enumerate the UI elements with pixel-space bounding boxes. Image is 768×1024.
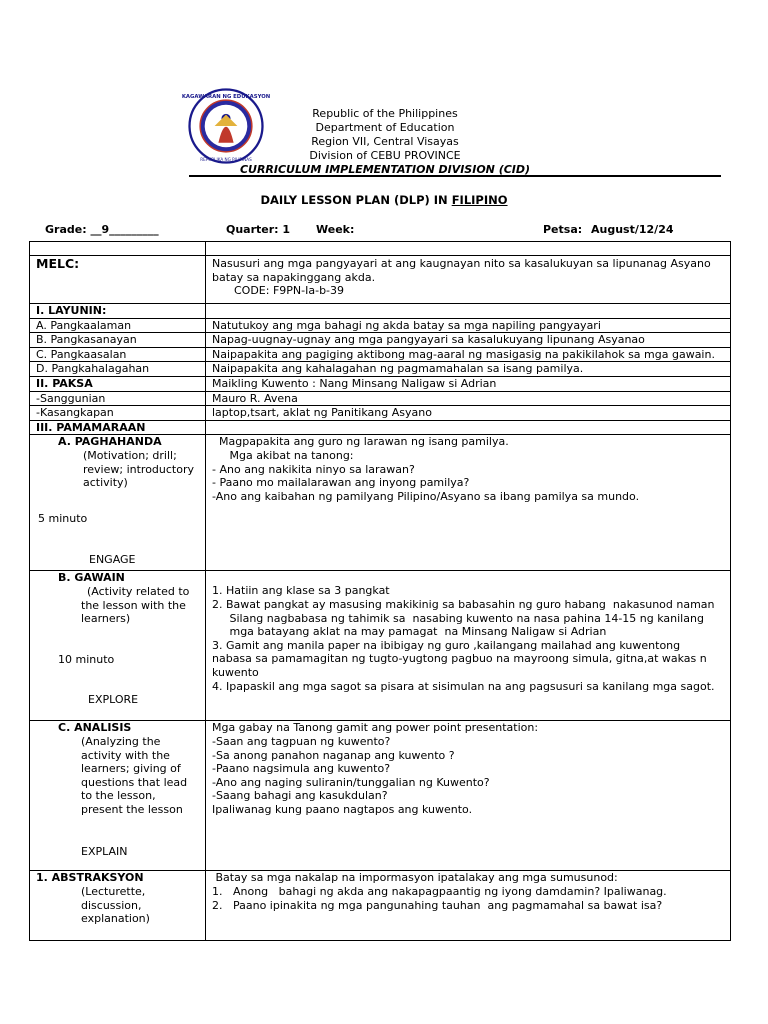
- gawain-line-2: 2. Bawat pangkat ay masusing makikinig sa babasahin ng guro habang nakasunod naman: [212, 597, 715, 611]
- paksa-title: Maikling Kuwento : Nang Minsang Naligaw si Adrian: [206, 376, 731, 391]
- sanggunian-value: Mauro R. Avena: [206, 391, 731, 406]
- header-divider: [189, 175, 721, 177]
- paghahanda-sub-1: (Motivation; drill;: [83, 448, 177, 462]
- sanggunian-label: -Sanggunian: [30, 391, 206, 406]
- analisis-sub-1: (Analyzing the: [81, 734, 161, 748]
- header-cid: CURRICULUM IMPLEMENTATION DIVISION (CID): [239, 163, 531, 176]
- abstraksyon-label: 1. ABSTRAKSYON: [36, 871, 144, 885]
- paghahanda-label: A. PAGHAHANDA: [58, 435, 162, 449]
- analisis-row: [30, 721, 731, 871]
- analisis-line-2: -Saan ang tagpuan ng kuwento?: [212, 734, 391, 748]
- analisis-phase: EXPLAIN: [81, 845, 128, 859]
- header-line-region: Region VII, Central Visayas: [311, 135, 459, 148]
- analisis-line-3: -Sa anong panahon naganap ang kuwento ?: [212, 748, 455, 762]
- layunin-label-c: C. Pangkaasalan: [30, 347, 206, 362]
- paghahanda-time: 5 minuto: [38, 512, 88, 526]
- gawain-sub-3: learners): [81, 612, 131, 626]
- analisis-line-6: -Saang bahagi ang kasukdulan?: [212, 789, 388, 803]
- kasangkapan-label: -Kasangkapan: [30, 406, 206, 421]
- document-title: [0, 193, 768, 207]
- analisis-sub-5: to the lesson,: [81, 789, 156, 803]
- gawain-line-5: 3. Gamit ang manila paper na ibibigay ng guro ,kailangang mailahad ang kuwentong: [212, 638, 681, 652]
- layunin-heading: I. LAYUNIN:: [30, 304, 206, 319]
- abstraksyon-intro: Batay sa mga nakalap na impormasyon ipatalakay ang mga sumusunod:: [212, 871, 618, 885]
- melc-row: [30, 256, 731, 304]
- kasangkapan-value: laptop,tsart, aklat ng Panitikang Asyano: [206, 406, 731, 421]
- analisis-line-7: Ipaliwanag kung paano nagtapos ang kuwento.: [212, 802, 473, 816]
- header-block: [190, 107, 580, 177]
- lesson-plan-table: [29, 241, 731, 941]
- abstraksyon-sub-1: (Lecturette,: [81, 884, 146, 898]
- gawain-line-6: nabasa sa pamamagitan ng tugto-yugtong pagbuo na mayroong simula, gitna,at wakas n: [212, 652, 707, 666]
- analisis-line-1: Mga gabay na Tanong gamit ang power point presentation:: [212, 721, 539, 735]
- analisis-line-5: -Ano ang naging suliranin/tunggalian ng Kuwento?: [212, 775, 490, 789]
- gawain-time: 10 minuto: [58, 653, 115, 667]
- abstraksyon-item-1: 1. Anong bahagi ng akda ang nakapagpaantig ng iyong damdamin? Ipaliwanag.: [212, 884, 667, 898]
- gawain-line-1: 1. Hatiin ang klase sa 3 pangkat: [212, 584, 390, 598]
- petsa-label: Petsa:: [543, 223, 583, 236]
- layunin-text-a: Natutukoy ang mga bahagi ng akda batay sa mga napiling pangyayari: [206, 318, 731, 333]
- gawain-sub-2: the lesson with the: [81, 598, 186, 612]
- gawain-phase: EXPLORE: [88, 693, 139, 707]
- analisis-label: C. ANALISIS: [58, 721, 132, 735]
- header-line-department: Department of Education: [315, 121, 455, 134]
- header-line-republic: Republic of the Philippines: [312, 107, 458, 120]
- layunin-label-a: A. Pangkaalaman: [30, 318, 206, 333]
- analisis-sub-3: learners; giving of: [81, 762, 181, 776]
- petsa-value: August/12/24: [591, 223, 674, 236]
- paghahanda-row: [30, 435, 731, 571]
- gawain-row: [30, 571, 731, 721]
- gawain-line-8: 4. Ipapaskil ang mga sagot sa pisara at sisimulan na ang pagsusuri sa kanilang mga sagot.: [212, 679, 715, 693]
- analisis-sub-4: questions that lead: [81, 775, 188, 789]
- quarter-field: Quarter: 1: [226, 223, 291, 236]
- seal-text: KAGAWARAN NG EDUKASYON: [181, 93, 271, 100]
- abstraksyon-sub-2: discussion,: [81, 898, 142, 912]
- analisis-sub-6: present the lesson: [81, 802, 183, 816]
- paghahanda-line-5: -Ano ang kaibahan ng pamilyang Pilipino/Asyano sa ibang pamilya sa mundo.: [212, 489, 640, 503]
- analisis-line-4: -Paano nagsimula ang kuwento?: [212, 762, 391, 776]
- week-field: Week:: [316, 223, 355, 236]
- layunin-text-b: Napag-uugnay-ugnay ang mga pangyayari sa kasalukuyang lipunang Asyanao: [206, 333, 731, 348]
- layunin-text-c: Naipapakita ang pagiging aktibong mag-aaral ng masigasig na pakikilahok sa mga gawain.: [206, 347, 731, 362]
- melc-text: Nasusuri ang mga pangyayari at ang kaugnayan nito sa kasalukuyan sa lipunanag Asyano batay sa napakinggang akda.: [212, 257, 711, 284]
- pamamaraan-heading: III. PAMAMARAAN: [30, 420, 206, 435]
- layunin-label-b: B. Pangkasanayan: [30, 333, 206, 348]
- title-subject: FILIPINO: [451, 193, 508, 207]
- analisis-sub-2: activity with the: [81, 748, 170, 762]
- paghahanda-phase: ENGAGE: [89, 553, 136, 567]
- gawain-line-7: kuwento: [212, 665, 259, 679]
- paghahanda-line-3: - Ano ang nakikita ninyo sa larawan?: [212, 462, 415, 476]
- paghahanda-sub-2: review; introductory: [83, 462, 195, 476]
- abstraksyon-row: [30, 871, 731, 941]
- title-prefix: DAILY LESSON PLAN (DLP) IN: [260, 193, 452, 207]
- layunin-text-d: Naipapakita ang kahalagahan ng pagmamahalan sa isang pamilya.: [206, 362, 731, 377]
- melc-code: CODE: F9PN-Ia-b-39: [234, 284, 345, 298]
- paghahanda-line-4: - Paano mo mailalarawan ang inyong pamilya?: [212, 476, 470, 490]
- paksa-heading: II. PAKSA: [30, 376, 206, 391]
- header-line-division: Division of CEBU PROVINCE: [309, 149, 461, 162]
- layunin-label-d: D. Pangkahalagahan: [30, 362, 206, 377]
- gawain-line-3: Silang nagbabasa ng tahimik sa nasabing kuwento na nasa pahina 14-15 ng kanilang: [212, 611, 704, 625]
- paghahanda-line-1: Magpapakita ang guro ng larawan ng isang pamilya.: [212, 435, 509, 449]
- gawain-line-4: mga batayang aklat na may pamagat na Minsang Naligaw si Adrian: [212, 625, 607, 639]
- paghahanda-line-2: Mga akibat na tanong:: [212, 448, 354, 462]
- abstraksyon-item-2: 2. Paano ipinakita ng mga pangunahing tauhan ang pagmamahal sa bawat isa?: [212, 898, 663, 912]
- gawain-sub-1: (Activity related to: [87, 584, 190, 598]
- grade-field: Grade: __9_________: [45, 223, 159, 236]
- paghahanda-sub-3: activity): [83, 476, 128, 490]
- gawain-label: B. GAWAIN: [58, 571, 125, 585]
- melc-label: MELC:: [30, 256, 206, 304]
- seal-bottom-text: REPUBLIKA NG PILIPINAS: [200, 156, 252, 162]
- abstraksyon-sub-3: explanation): [81, 912, 150, 926]
